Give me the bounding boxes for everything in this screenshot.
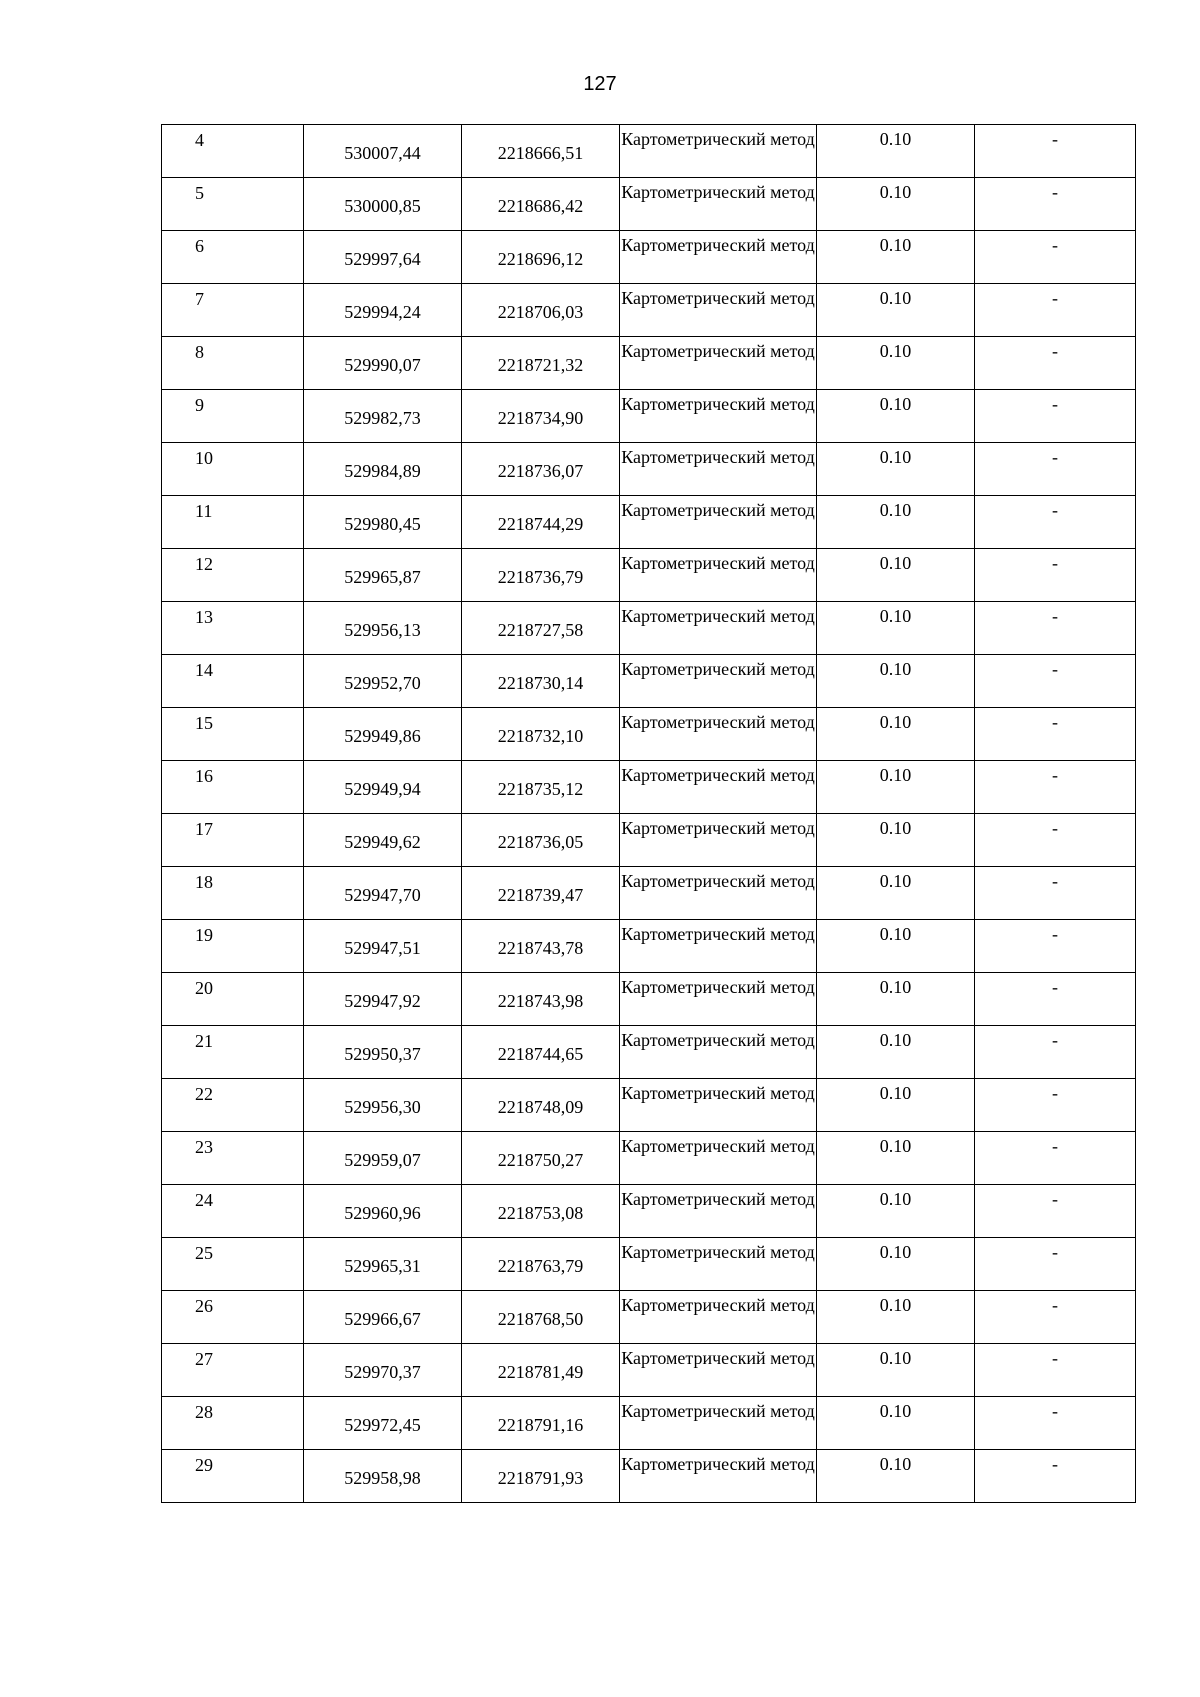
table-row: [162, 337, 1136, 390]
y-coordinate-cell: 2218706,03: [462, 284, 620, 337]
method-cell: Картометрический метод: [620, 178, 817, 231]
table-row: [162, 443, 1136, 496]
note-cell: -: [975, 814, 1136, 867]
x-coordinate-cell: 529949,86: [304, 708, 462, 761]
table-row: [162, 549, 1136, 602]
accuracy-cell: 0.10: [817, 337, 975, 390]
x-coordinate-cell: 529965,87: [304, 549, 462, 602]
accuracy-cell: 0.10: [817, 1132, 975, 1185]
accuracy-cell: 0.10: [817, 814, 975, 867]
accuracy-cell: 0.10: [817, 655, 975, 708]
table-row: [162, 1079, 1136, 1132]
table-row: [162, 1450, 1136, 1503]
y-coordinate-cell: 2218727,58: [462, 602, 620, 655]
accuracy-cell: 0.10: [817, 973, 975, 1026]
accuracy-cell: 0.10: [817, 178, 975, 231]
method-cell: Картометрический метод: [620, 1132, 817, 1185]
accuracy-cell: 0.10: [817, 1185, 975, 1238]
point-number-cell: 13: [162, 602, 304, 655]
y-coordinate-cell: 2218730,14: [462, 655, 620, 708]
x-coordinate-cell: 529947,51: [304, 920, 462, 973]
accuracy-cell: 0.10: [817, 1026, 975, 1079]
note-cell: -: [975, 1291, 1136, 1344]
x-coordinate-cell: 529980,45: [304, 496, 462, 549]
point-number-cell: 17: [162, 814, 304, 867]
x-coordinate-cell: 529994,24: [304, 284, 462, 337]
y-coordinate-cell: 2218748,09: [462, 1079, 620, 1132]
point-number-cell: 27: [162, 1344, 304, 1397]
point-number-cell: 10: [162, 443, 304, 496]
accuracy-cell: 0.10: [817, 602, 975, 655]
accuracy-cell: 0.10: [817, 284, 975, 337]
accuracy-cell: 0.10: [817, 231, 975, 284]
note-cell: -: [975, 231, 1136, 284]
note-cell: -: [975, 125, 1136, 178]
x-coordinate-cell: 529956,13: [304, 602, 462, 655]
y-coordinate-cell: 2218666,51: [462, 125, 620, 178]
table-row: [162, 284, 1136, 337]
method-cell: Картометрический метод: [620, 708, 817, 761]
point-number-cell: 20: [162, 973, 304, 1026]
table-row: [162, 602, 1136, 655]
y-coordinate-cell: 2218791,16: [462, 1397, 620, 1450]
point-number-cell: 19: [162, 920, 304, 973]
method-cell: Картометрический метод: [620, 655, 817, 708]
note-cell: -: [975, 496, 1136, 549]
note-cell: -: [975, 761, 1136, 814]
accuracy-cell: 0.10: [817, 1079, 975, 1132]
method-cell: Картометрический метод: [620, 337, 817, 390]
table-row: [162, 814, 1136, 867]
page-number: 127: [583, 73, 617, 95]
x-coordinate-cell: 529984,89: [304, 443, 462, 496]
accuracy-cell: 0.10: [817, 708, 975, 761]
x-coordinate-cell: 529952,70: [304, 655, 462, 708]
accuracy-cell: 0.10: [817, 920, 975, 973]
table-row: [162, 178, 1136, 231]
point-number-cell: 22: [162, 1079, 304, 1132]
point-number-cell: 8: [162, 337, 304, 390]
point-number-cell: 16: [162, 761, 304, 814]
accuracy-cell: 0.10: [817, 1450, 975, 1503]
y-coordinate-cell: 2218743,78: [462, 920, 620, 973]
point-number-cell: 24: [162, 1185, 304, 1238]
accuracy-cell: 0.10: [817, 1397, 975, 1450]
point-number-cell: 7: [162, 284, 304, 337]
x-coordinate-cell: 529958,98: [304, 1450, 462, 1503]
table-row: [162, 1132, 1136, 1185]
y-coordinate-cell: 2218732,10: [462, 708, 620, 761]
table-row: [162, 920, 1136, 973]
method-cell: Картометрический метод: [620, 549, 817, 602]
x-coordinate-cell: 529972,45: [304, 1397, 462, 1450]
table-row: [162, 1344, 1136, 1397]
x-coordinate-cell: 529956,30: [304, 1079, 462, 1132]
y-coordinate-cell: 2218768,50: [462, 1291, 620, 1344]
point-number-cell: 26: [162, 1291, 304, 1344]
accuracy-cell: 0.10: [817, 867, 975, 920]
x-coordinate-cell: 529950,37: [304, 1026, 462, 1079]
point-number-cell: 9: [162, 390, 304, 443]
table-row: [162, 973, 1136, 1026]
point-number-cell: 14: [162, 655, 304, 708]
note-cell: -: [975, 443, 1136, 496]
point-number-cell: 11: [162, 496, 304, 549]
method-cell: Картометрический метод: [620, 973, 817, 1026]
x-coordinate-cell: 529947,70: [304, 867, 462, 920]
accuracy-cell: 0.10: [817, 496, 975, 549]
accuracy-cell: 0.10: [817, 390, 975, 443]
x-coordinate-cell: 529965,31: [304, 1238, 462, 1291]
x-coordinate-cell: 529982,73: [304, 390, 462, 443]
point-number-cell: 23: [162, 1132, 304, 1185]
table-row: [162, 761, 1136, 814]
table-row: [162, 1185, 1136, 1238]
x-coordinate-cell: 530007,44: [304, 125, 462, 178]
note-cell: -: [975, 1026, 1136, 1079]
note-cell: -: [975, 1132, 1136, 1185]
note-cell: -: [975, 284, 1136, 337]
method-cell: Картометрический метод: [620, 1185, 817, 1238]
table-row: [162, 708, 1136, 761]
method-cell: Картометрический метод: [620, 231, 817, 284]
note-cell: -: [975, 337, 1136, 390]
method-cell: Картометрический метод: [620, 814, 817, 867]
coordinates-table: [161, 124, 1136, 1503]
accuracy-cell: 0.10: [817, 1291, 975, 1344]
x-coordinate-cell: 530000,85: [304, 178, 462, 231]
method-cell: Картометрический метод: [620, 1026, 817, 1079]
table-row: [162, 390, 1136, 443]
table-row: [162, 655, 1136, 708]
note-cell: -: [975, 602, 1136, 655]
note-cell: -: [975, 1185, 1136, 1238]
point-number-cell: 6: [162, 231, 304, 284]
y-coordinate-cell: 2218763,79: [462, 1238, 620, 1291]
method-cell: Картометрический метод: [620, 284, 817, 337]
method-cell: Картометрический метод: [620, 443, 817, 496]
y-coordinate-cell: 2218781,49: [462, 1344, 620, 1397]
method-cell: Картометрический метод: [620, 761, 817, 814]
method-cell: Картометрический метод: [620, 1344, 817, 1397]
note-cell: -: [975, 973, 1136, 1026]
point-number-cell: 18: [162, 867, 304, 920]
note-cell: -: [975, 1397, 1136, 1450]
table-row: [162, 1291, 1136, 1344]
note-cell: -: [975, 655, 1136, 708]
y-coordinate-cell: 2218736,79: [462, 549, 620, 602]
accuracy-cell: 0.10: [817, 125, 975, 178]
y-coordinate-cell: 2218736,07: [462, 443, 620, 496]
point-number-cell: 28: [162, 1397, 304, 1450]
note-cell: -: [975, 1450, 1136, 1503]
x-coordinate-cell: 529949,62: [304, 814, 462, 867]
y-coordinate-cell: 2218791,93: [462, 1450, 620, 1503]
y-coordinate-cell: 2218736,05: [462, 814, 620, 867]
table-row: [162, 1397, 1136, 1450]
y-coordinate-cell: 2218735,12: [462, 761, 620, 814]
table-row: [162, 125, 1136, 178]
x-coordinate-cell: 529959,07: [304, 1132, 462, 1185]
method-cell: Картометрический метод: [620, 920, 817, 973]
y-coordinate-cell: 2218744,29: [462, 496, 620, 549]
point-number-cell: 25: [162, 1238, 304, 1291]
y-coordinate-cell: 2218696,12: [462, 231, 620, 284]
point-number-cell: 12: [162, 549, 304, 602]
y-coordinate-cell: 2218753,08: [462, 1185, 620, 1238]
note-cell: -: [975, 1238, 1136, 1291]
accuracy-cell: 0.10: [817, 443, 975, 496]
point-number-cell: 4: [162, 125, 304, 178]
point-number-cell: 29: [162, 1450, 304, 1503]
x-coordinate-cell: 529997,64: [304, 231, 462, 284]
y-coordinate-cell: 2218686,42: [462, 178, 620, 231]
point-number-cell: 21: [162, 1026, 304, 1079]
accuracy-cell: 0.10: [817, 761, 975, 814]
note-cell: -: [975, 549, 1136, 602]
table-row: [162, 1026, 1136, 1079]
y-coordinate-cell: 2218739,47: [462, 867, 620, 920]
x-coordinate-cell: 529970,37: [304, 1344, 462, 1397]
method-cell: Картометрический метод: [620, 1238, 817, 1291]
y-coordinate-cell: 2218743,98: [462, 973, 620, 1026]
method-cell: Картометрический метод: [620, 1291, 817, 1344]
method-cell: Картометрический метод: [620, 390, 817, 443]
note-cell: -: [975, 708, 1136, 761]
method-cell: Картометрический метод: [620, 1079, 817, 1132]
x-coordinate-cell: 529947,92: [304, 973, 462, 1026]
accuracy-cell: 0.10: [817, 1238, 975, 1291]
point-number-cell: 15: [162, 708, 304, 761]
method-cell: Картометрический метод: [620, 125, 817, 178]
table-row: [162, 231, 1136, 284]
method-cell: Картометрический метод: [620, 1397, 817, 1450]
note-cell: -: [975, 1079, 1136, 1132]
note-cell: -: [975, 920, 1136, 973]
note-cell: -: [975, 1344, 1136, 1397]
y-coordinate-cell: 2218750,27: [462, 1132, 620, 1185]
table-row: [162, 867, 1136, 920]
x-coordinate-cell: 529966,67: [304, 1291, 462, 1344]
x-coordinate-cell: 529949,94: [304, 761, 462, 814]
note-cell: -: [975, 178, 1136, 231]
table-body: [162, 125, 1136, 1503]
y-coordinate-cell: 2218734,90: [462, 390, 620, 443]
accuracy-cell: 0.10: [817, 1344, 975, 1397]
y-coordinate-cell: 2218721,32: [462, 337, 620, 390]
accuracy-cell: 0.10: [817, 549, 975, 602]
y-coordinate-cell: 2218744,65: [462, 1026, 620, 1079]
table-row: [162, 1238, 1136, 1291]
method-cell: Картометрический метод: [620, 602, 817, 655]
table-row: [162, 496, 1136, 549]
note-cell: -: [975, 390, 1136, 443]
method-cell: Картометрический метод: [620, 1450, 817, 1503]
x-coordinate-cell: 529990,07: [304, 337, 462, 390]
point-number-cell: 5: [162, 178, 304, 231]
method-cell: Картометрический метод: [620, 496, 817, 549]
x-coordinate-cell: 529960,96: [304, 1185, 462, 1238]
note-cell: -: [975, 867, 1136, 920]
method-cell: Картометрический метод: [620, 867, 817, 920]
